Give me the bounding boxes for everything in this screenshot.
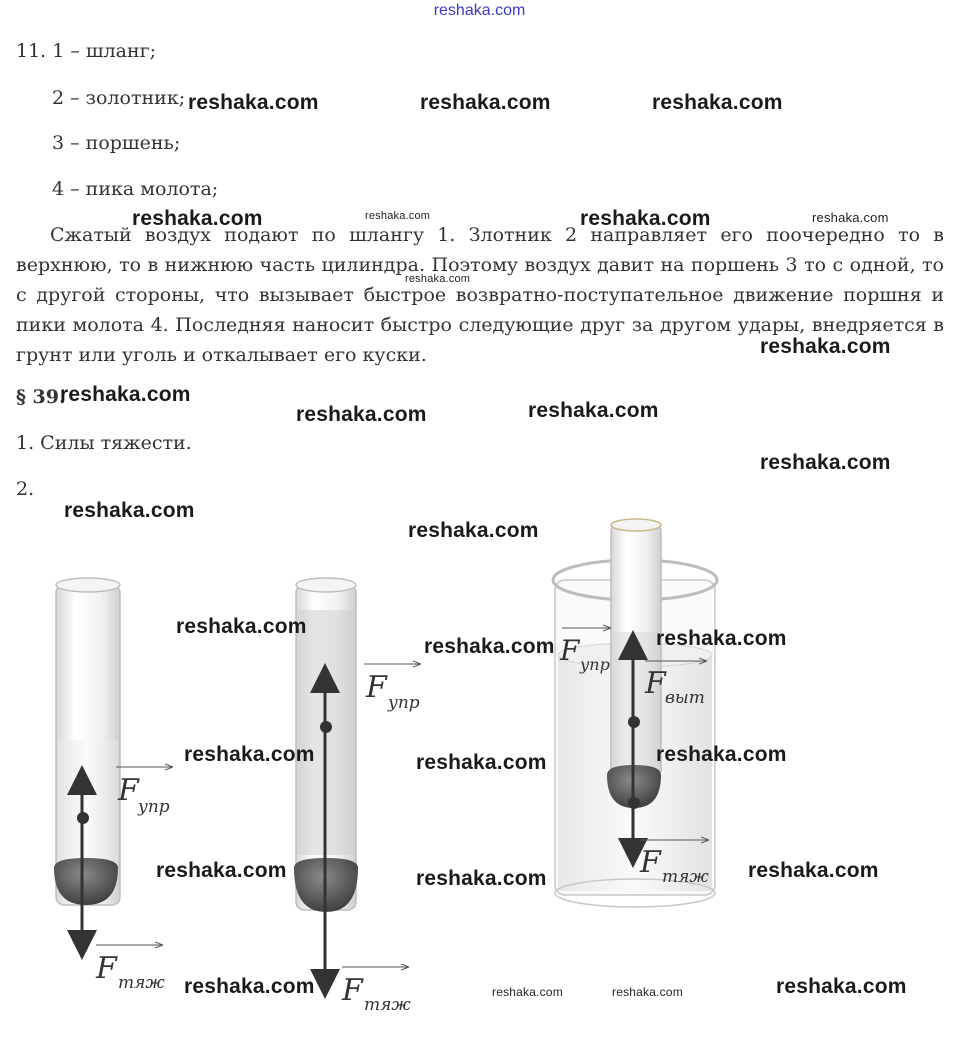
- answer-1: 1. Силы тяжести.: [16, 432, 192, 454]
- watermark: reshaka.com: [296, 403, 427, 426]
- watermark: reshaka.com: [408, 519, 539, 542]
- watermark: reshaka.com: [812, 210, 889, 225]
- watermark: reshaka.com: [760, 451, 891, 474]
- watermark: reshaka.com: [748, 859, 879, 882]
- svg-text:выт: выт: [665, 688, 705, 708]
- watermark: reshaka.com: [652, 91, 783, 114]
- tube-2: [294, 578, 420, 1015]
- watermark: reshaka.com: [188, 91, 319, 114]
- svg-text:F: F: [96, 951, 117, 986]
- svg-text:F: F: [342, 973, 363, 1008]
- watermark: reshaka.com: [612, 985, 683, 999]
- watermark: reshaka.com: [60, 383, 191, 406]
- item-2: 2 – золотник;: [52, 87, 186, 109]
- section-heading: § 39.: [16, 386, 66, 408]
- svg-text:тяж: тяж: [118, 973, 165, 993]
- watermark: reshaka.com: [760, 335, 891, 358]
- tube-1: [54, 578, 172, 993]
- watermark: reshaka.com: [132, 207, 263, 230]
- watermark: reshaka.com: [184, 743, 315, 766]
- item-3: 3 – поршень;: [52, 132, 181, 154]
- watermark: reshaka.com: [656, 743, 787, 766]
- watermark: reshaka.com: [416, 751, 547, 774]
- svg-text:упр: упр: [580, 655, 610, 674]
- watermark: reshaka.com: [156, 859, 287, 882]
- description-paragraph: Сжатый воздух подают по шлангу 1. Злотник 2 направляет его поочередно то в верхнюю, то в нижнюю часть цилиндра. Поэтому воздух давит на поршень 3 то с одной, то с другой стороны, что вызывает быстрое возвратно-поступательное движение поршня и пики молота 4. Последняя наносит быстро следующие друг за другом удары, внедряется в грунт или уголь и откалывает его куски.: [16, 224, 944, 366]
- item-4: 4 – пика молота;: [52, 178, 219, 200]
- watermark: reshaka.com: [424, 635, 555, 658]
- site-link[interactable]: reshaka.com: [433, 2, 526, 19]
- svg-text:F: F: [118, 773, 139, 808]
- svg-text:упр: упр: [138, 797, 170, 817]
- watermark: reshaka.com: [405, 273, 471, 285]
- svg-text:упр: упр: [388, 693, 420, 713]
- svg-text:тяж: тяж: [662, 867, 709, 887]
- watermark: reshaka.com: [492, 985, 563, 999]
- watermark: reshaka.com: [64, 499, 195, 522]
- svg-text:F: F: [640, 845, 661, 880]
- svg-text:тяж: тяж: [364, 995, 411, 1015]
- svg-text:F: F: [560, 634, 580, 667]
- answer-2: 2.: [16, 478, 35, 500]
- watermark: reshaka.com: [776, 975, 907, 998]
- svg-text:F: F: [366, 670, 387, 705]
- watermark: reshaka.com: [656, 627, 787, 650]
- watermark: reshaka.com: [420, 91, 551, 114]
- watermark: reshaka.com: [416, 867, 547, 890]
- watermark: reshaka.com: [528, 399, 659, 422]
- item-1: 11. 1 – шланг;: [16, 40, 157, 62]
- watermark: reshaka.com: [365, 210, 431, 222]
- watermark: reshaka.com: [184, 975, 315, 998]
- svg-text:F: F: [645, 666, 666, 701]
- watermark: reshaka.com: [176, 615, 307, 638]
- watermark: reshaka.com: [580, 207, 711, 230]
